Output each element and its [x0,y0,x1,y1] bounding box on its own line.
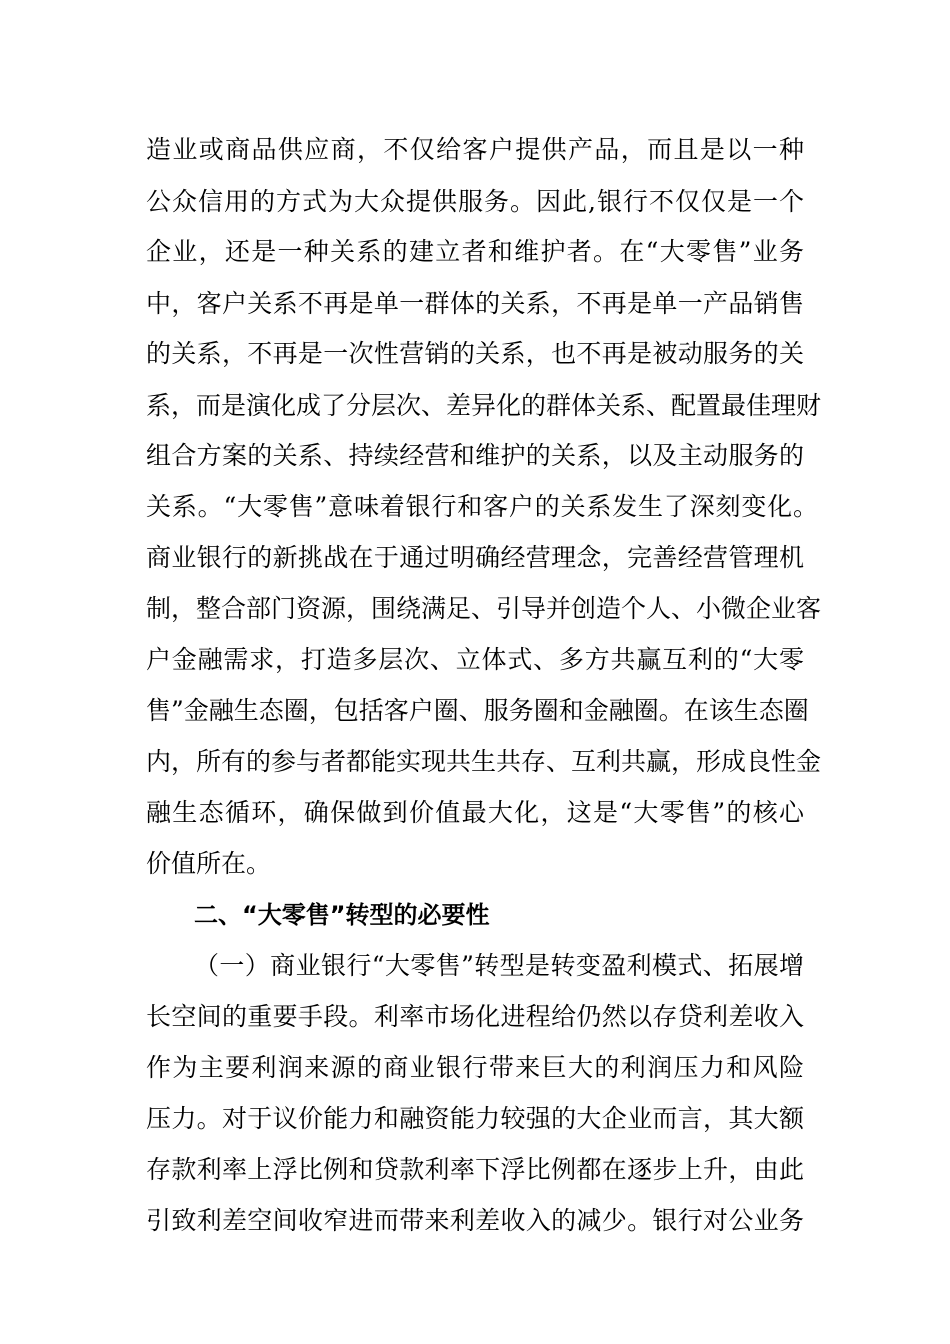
paragraph-line: 引致利差空间收窄进而带来利差收入的减少。银行对公业务 [146,1206,804,1235]
paragraph-line: 商业银行的新挑战在于通过明确经营理念，完善经营管理机 [146,543,804,572]
paragraph-line: 造业或商品供应商，不仅给客户提供产品，而且是以一种 [146,135,804,164]
paragraph-line: 融生态循环，确保做到价值最大化，这是“大零售”的核心 [146,798,804,827]
paragraph-line: 中，客户关系不再是单一群体的关系，不再是单一产品销售 [146,289,804,318]
paragraph-line: 户金融需求，打造多层次、立体式、多方共赢互利的“大零 [146,645,804,674]
paragraph-line: 的关系，不再是一次性营销的关系，也不再是被动服务的关 [146,339,804,368]
paragraph-line: 存款利率上浮比例和贷款利率下浮比例都在逐步上升，由此 [146,1155,804,1184]
section-heading: 二、“大零售”转型的必要性 [194,901,490,929]
paragraph-line: （一）商业银行“大零售”转型是转变盈利模式、拓展增 [194,951,804,980]
paragraph-line: 售”金融生态圈，包括客户圈、服务圈和金融圈。在该生态圈 [146,696,809,725]
paragraph-line: 内，所有的参与者都能实现共生共存、互利共赢，形成良性金 [146,747,822,776]
paragraph-line: 制，整合部门资源，围绕满足、引导并创造个人、小微企业客 [146,594,822,623]
paragraph-line: 公众信用的方式为大众提供服务。因此,银行不仅仅是一个 [146,187,804,216]
paragraph-line: 压力。对于议价能力和融资能力较强的大企业而言，其大额 [146,1104,804,1133]
paragraph-line: 关系。“大零售”意味着银行和客户的关系发生了深刻变化。 [146,492,818,521]
paragraph-line: 价值所在。 [146,849,272,878]
paragraph-line: 长空间的重要手段。利率市场化进程给仍然以存贷利差收入 [146,1002,804,1031]
paragraph-line: 企业，还是一种关系的建立者和维护者。在“大零售”业务 [146,237,804,266]
paragraph-line: 作为主要利润来源的商业银行带来巨大的利润压力和风险 [146,1053,804,1082]
paragraph-line: 系，而是演化成了分层次、差异化的群体关系、配置最佳理财 [146,391,822,420]
paragraph-line: 组合方案的关系、持续经营和维护的关系，以及主动服务的 [146,441,804,470]
